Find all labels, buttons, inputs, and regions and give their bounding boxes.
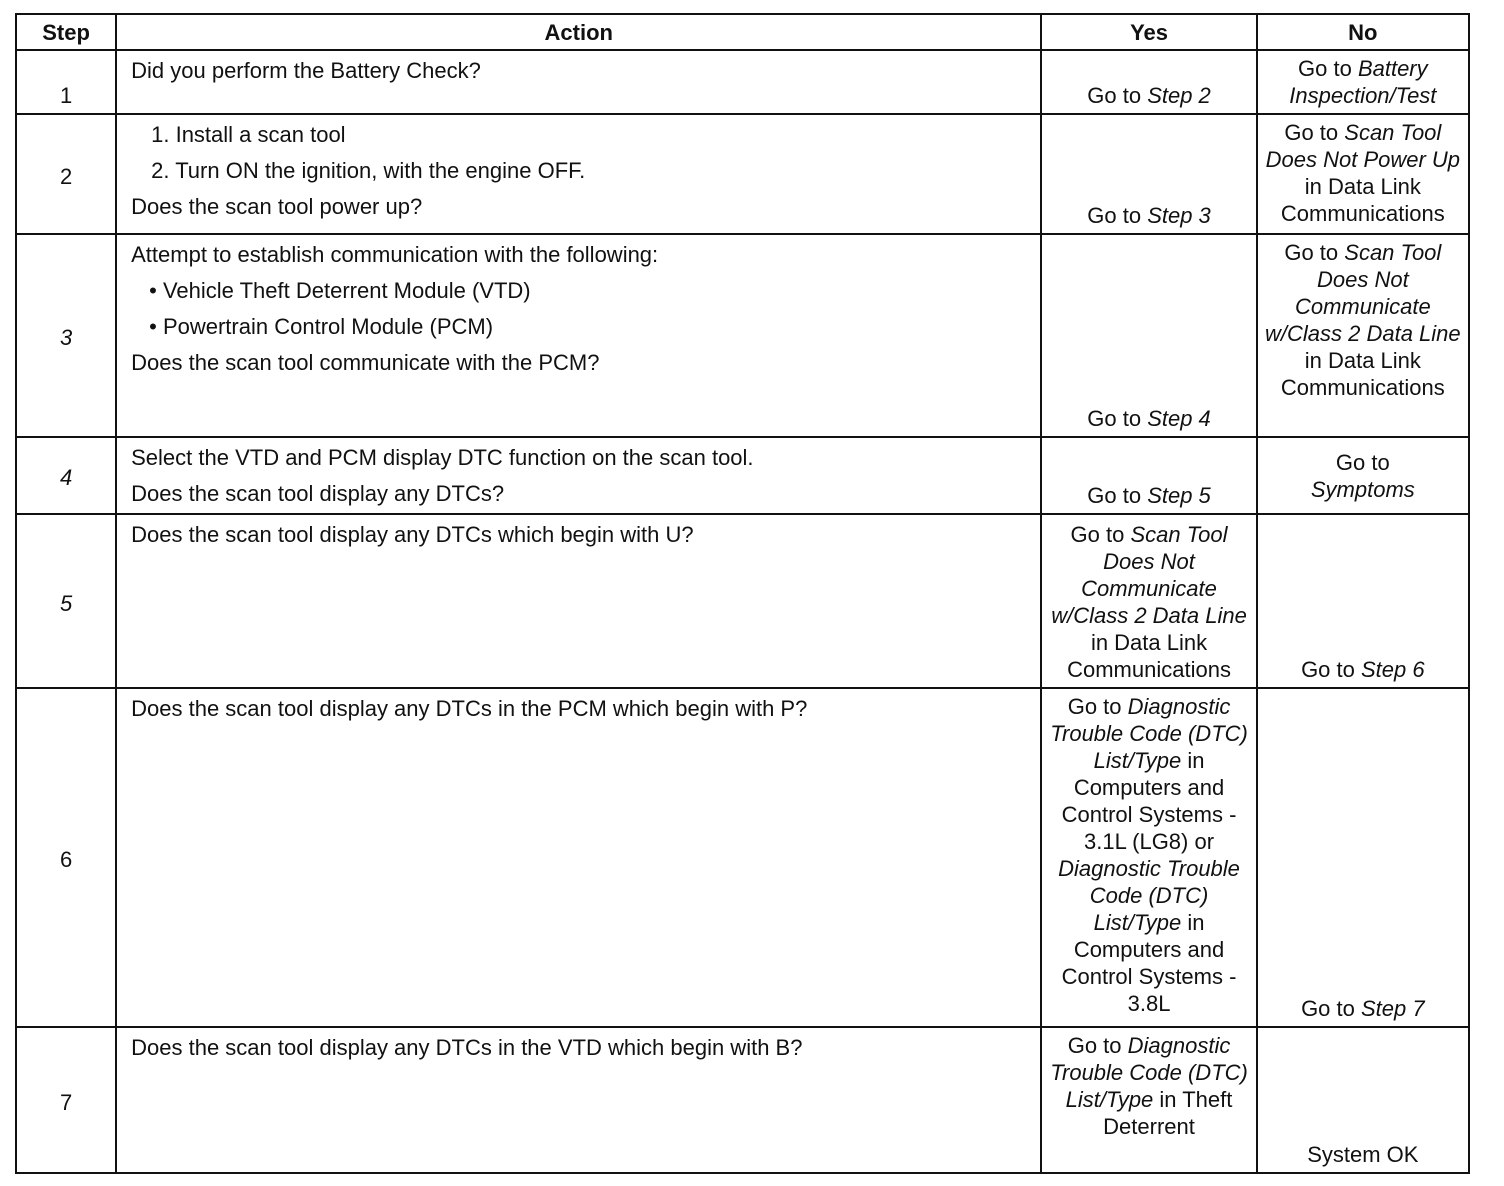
diagnostic-table-container (15, 13, 1470, 1174)
no-link[interactable]: Battery Inspection/Test (1289, 56, 1437, 108)
no-link[interactable]: Step 6 (1360, 657, 1425, 682)
table-row (16, 50, 1469, 114)
yes-link[interactable]: Step 2 (1147, 83, 1211, 108)
step-number: 2 (16, 114, 116, 234)
table-row (16, 437, 1469, 514)
table-row (16, 688, 1469, 1027)
action-steps (131, 121, 1030, 184)
yes-cell: Go to Scan Tool Does Not Communicate w/Class 2 Data Line in Data Link Communications (1041, 514, 1256, 688)
diagnostic-table (15, 13, 1470, 1174)
action-cell (116, 50, 1041, 114)
no-link[interactable]: Step 7 (1360, 996, 1425, 1021)
header-row (16, 14, 1469, 50)
action-question: Does the scan tool display any DTCs in the PCM which begin with P? (131, 696, 808, 721)
yes-link-2[interactable]: Diagnostic Trouble Code (DTC) List/Type (1058, 856, 1240, 935)
table-row (16, 1027, 1469, 1173)
header-no: No (1257, 14, 1469, 50)
action-question: Does the scan tool display any DTCs? (131, 481, 505, 506)
table-row (16, 514, 1469, 688)
action-cell (116, 688, 1041, 1027)
action-question: Did you perform the Battery Check? (131, 58, 481, 83)
yes-link[interactable]: Diagnostic Trouble Code (DTC) List/Type (1050, 694, 1248, 773)
header-action: Action (116, 14, 1041, 50)
no-cell: Go to Step 7 (1257, 688, 1469, 1027)
yes-cell: Go to Step 4 (1041, 234, 1256, 437)
step-number: 7 (16, 1027, 116, 1173)
yes-link[interactable]: Scan Tool Does Not Communicate w/Class 2 Data Line (1051, 522, 1247, 628)
action-bullets (131, 277, 1030, 340)
step-number: 5 (16, 514, 116, 688)
no-cell: Go to Scan Tool Does Not Communicate w/Class 2 Data Line in Data Link Communications (1257, 234, 1469, 437)
action-question: Does the scan tool power up? (131, 194, 423, 219)
bullet-item: • Powertrain Control Module (PCM) (149, 314, 494, 339)
yes-cell: Go to Diagnostic Trouble Code (DTC) List/Type in Theft Deterrent (1041, 1027, 1256, 1173)
action-cell (116, 114, 1041, 234)
action-question: Does the scan tool display any DTCs in the VTD which begin with B? (131, 1035, 803, 1060)
no-cell: Go to Step 6 (1257, 514, 1469, 688)
yes-link[interactable]: Step 4 (1147, 406, 1211, 431)
yes-cell: Go to Step 2 (1041, 50, 1256, 114)
yes-cell: Go to Diagnostic Trouble Code (DTC) List/Type in Computers and Control Systems - 3.1L (LG8) or Diagnostic Trouble Code (DTC) List/Type in Computers and Control Systems - 3.8L (1041, 688, 1256, 1027)
action-cell (116, 514, 1041, 688)
no-cell: Go to Symptoms (1257, 437, 1469, 514)
action-step-1: 1. Install a scan tool (151, 122, 346, 147)
no-link[interactable]: Scan Tool Does Not Power Up (1265, 120, 1461, 172)
yes-cell: Go to Step 3 (1041, 114, 1256, 234)
action-cell (116, 437, 1041, 514)
no-text: System OK (1307, 1142, 1419, 1167)
table-row (16, 234, 1469, 437)
action-question: Does the scan tool display any DTCs which begin with U? (131, 522, 694, 547)
yes-link[interactable]: Step 5 (1147, 483, 1211, 508)
bullet-item: • Vehicle Theft Deterrent Module (VTD) (149, 278, 531, 303)
table-row (16, 114, 1469, 234)
yes-link[interactable]: Diagnostic Trouble Code (DTC) List/Type (1050, 1033, 1248, 1112)
header-step: Step (16, 14, 116, 50)
yes-cell: Go to Step 5 (1041, 437, 1256, 514)
action-intro: Attempt to establish communication with the following: (131, 242, 659, 267)
no-cell: Go to Scan Tool Does Not Power Up in Data Link Communications (1257, 114, 1469, 234)
action-cell (116, 1027, 1041, 1173)
step-number: 4 (16, 437, 116, 514)
action-question: Does the scan tool communicate with the PCM? (131, 350, 600, 375)
action-cell (116, 234, 1041, 437)
no-link[interactable]: Scan Tool Does Not Communicate w/Class 2 Data Line (1265, 240, 1461, 346)
step-number: 1 (16, 50, 116, 114)
action-intro: Select the VTD and PCM display DTC function on the scan tool. (131, 445, 754, 470)
step-number: 3 (16, 234, 116, 437)
no-link[interactable]: Symptoms (1310, 476, 1415, 502)
no-cell: Go to Battery Inspection/Test (1257, 50, 1469, 114)
no-cell (1257, 1027, 1469, 1173)
header-yes: Yes (1041, 14, 1256, 50)
step-number: 6 (16, 688, 116, 1027)
yes-link[interactable]: Step 3 (1147, 203, 1211, 228)
action-step-2: 2. Turn ON the ignition, with the engine OFF. (151, 158, 586, 183)
